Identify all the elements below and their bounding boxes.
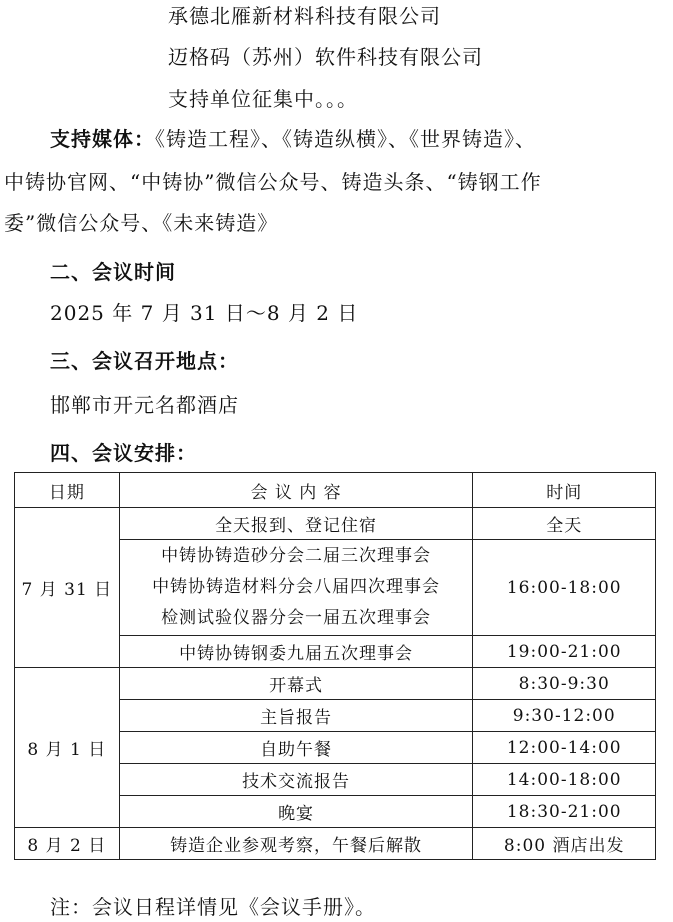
place-heading: 三、会议召开地点：: [50, 349, 239, 373]
content-line: 中铸协铸造砂分会二届三次理事会: [161, 546, 432, 566]
time-cell: 18:30-21:00: [473, 796, 656, 828]
time-cell: 14:00-18:00: [473, 764, 656, 796]
header-date: 日期: [15, 473, 120, 508]
organizer-line-1: 承德北雁新材料科技有限公司: [168, 4, 441, 28]
content-cell: 全天报到、登记住宿: [119, 508, 473, 540]
note-line: 注：会议日程详情见《会议手册》。: [50, 895, 376, 919]
time-value: 2025 年 7 月 31 日～8 月 2 日: [50, 301, 359, 325]
table-row: [15, 508, 656, 540]
organizer-line-3: 支持单位征集中。。。: [168, 87, 358, 111]
content-cell: 开幕式: [119, 668, 473, 700]
media-line-1: [50, 127, 536, 151]
organizer-line-2: 迈格码（苏州）软件科技有限公司: [168, 45, 483, 69]
header-time: 时间: [473, 473, 656, 508]
time-heading: 二、会议时间: [50, 260, 176, 284]
content-cell: 铸造企业参观考察，午餐后解散: [119, 828, 473, 860]
content-cell-multi: [119, 540, 473, 636]
media-label: 支持媒体：: [50, 127, 155, 151]
table-header-row: [15, 473, 656, 508]
media-list-part-1: 《铸造工程》、《铸造纵横》、《世界铸造》、: [155, 127, 536, 151]
date-cell-day3: 8 月 2 日: [15, 828, 120, 860]
date-cell-day1: 7 月 31 日: [15, 508, 120, 668]
time-cell: 全天: [473, 508, 656, 540]
content-cell: 主旨报告: [119, 700, 473, 732]
content-cell: 晚宴: [119, 796, 473, 828]
schedule-table: [14, 472, 656, 860]
header-content: 会 议 内 容: [119, 473, 473, 508]
content-cell: 自助午餐: [119, 732, 473, 764]
date-cell-day2: 8 月 1 日: [15, 668, 120, 828]
content-line: 中铸协铸造材料分会八届四次理事会: [152, 577, 441, 597]
time-cell: 16:00-18:00: [473, 540, 656, 636]
schedule-heading: 四、会议安排：: [50, 441, 197, 465]
time-cell: 9:30-12:00: [473, 700, 656, 732]
content-cell: 技术交流报告: [119, 764, 473, 796]
media-line-3: 委”微信公众号、《未来铸造》: [4, 211, 279, 235]
table-row: [15, 828, 656, 860]
media-line-2: 中铸协官网、“中铸协”微信公众号、铸造头条、“铸钢工作: [4, 170, 542, 194]
time-cell: 8:00 酒店出发: [473, 828, 656, 860]
time-cell: 12:00-14:00: [473, 732, 656, 764]
content-line: 检测试验仪器分会一届五次理事会: [161, 608, 432, 628]
time-cell: 19:00-21:00: [473, 636, 656, 668]
content-cell: 中铸协铸钢委九届五次理事会: [119, 636, 473, 668]
time-cell: 8:30-9:30: [473, 668, 656, 700]
place-value: 邯郸市开元名都酒店: [50, 393, 239, 417]
table-row: [15, 668, 656, 700]
